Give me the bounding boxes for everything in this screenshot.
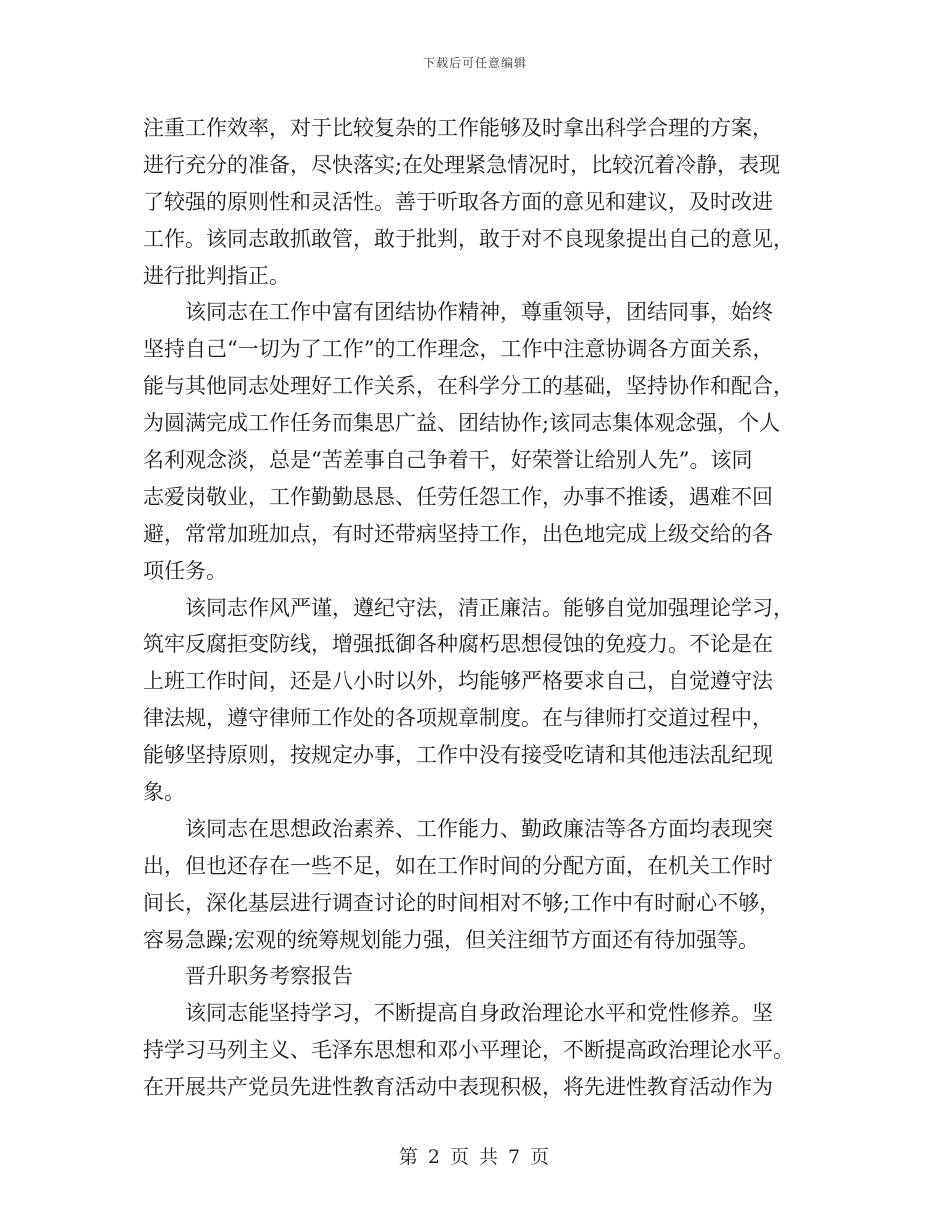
text-line: 在开展共产党员先进性教育活动中表现积极，将先进性教育活动作为	[143, 1075, 773, 1100]
text-line: 该同志在思想政治素养、工作能力、勤政廉洁等各方面均表现突	[143, 816, 773, 841]
text-line: 注重工作效率，对于比较复杂的工作能够及时拿出科学合理的方案，	[143, 116, 773, 140]
page-header: 下载后可任意编辑	[422, 56, 527, 70]
section-heading: 晋升职务考察报告	[143, 964, 353, 989]
text-line: 上班工作时间，还是八小时以外，均能够严格要求自己，自觉遵守法	[143, 669, 773, 694]
text-line: 名利观念淡，总是“苦差事自己争着干，好荣誉让给别人先”。该同	[143, 448, 753, 473]
text-line: 筑牢反腐拒变防线，增强抵御各种腐朽思想侵蚀的免疫力。不论是在	[143, 632, 773, 657]
text-line: 出，但也还存在一些不足，如在工作时间的分配方面，在机关工作时	[143, 853, 773, 878]
text-line: 间长，深化基层进行调查讨论的时间相对不够;工作中有时耐心不够，	[143, 890, 781, 915]
text-line: 进行充分的准备，尽快落实;在处理紧急情况时，比较沉着冷静，表现	[143, 152, 781, 177]
text-line: 为圆满完成工作任务而集思广益、团结协作;该同志集体观念强，个人	[143, 411, 781, 436]
text-line: 项任务。	[143, 558, 227, 583]
text-line: 该同志能坚持学习，不断提高自身政治理论水平和党性修养。坚	[143, 1001, 773, 1026]
text-line: 坚持自己“一切为了工作”的工作理念，工作中注意协调各方面关系，	[143, 337, 774, 362]
text-line: 能与其他同志处理好工作关系，在科学分工的基础，坚持协作和配合，	[143, 374, 794, 399]
text-line: 志爱岗敬业，工作勤勤恳恳、任劳任怨工作，办事不推诿，遇难不回	[143, 484, 773, 509]
text-line: 容易急躁;宏观的统筹规划能力强，但关注细节方面还有待加强等。	[143, 927, 760, 952]
text-line: 象。	[143, 780, 185, 805]
text-line: 律法规，遵守律师工作处的各项规章制度。在与律师打交道过程中，	[143, 706, 773, 731]
text-line: 持学习马列主义、毛泽东思想和邓小平理论，不断提高政治理论水平。	[143, 1038, 794, 1063]
text-line: 该同志作风严谨，遵纪守法，清正廉洁。能够自觉加强理论学习，	[143, 595, 794, 620]
text-line: 该同志在工作中富有团结协作精神，尊重领导，团结同事，始终	[143, 300, 773, 325]
text-line: 了较强的原则性和灵活性。善于听取各方面的意见和建议，及时改进	[143, 189, 773, 214]
text-line: 工作。该同志敢抓敢管，敢于批判，敢于对不良现象提出自己的意见，	[143, 226, 794, 251]
text-line: 能够坚持原则，按规定办事，工作中没有接受吃请和其他违法乱纪现	[143, 743, 773, 768]
document-body	[143, 110, 808, 1106]
text-line: 避，常常加班加点，有时还带病坚持工作，出色地完成上级交给的各	[143, 521, 773, 546]
page-number-footer: 第 2 页 共 7 页	[398, 1146, 552, 1168]
text-line: 进行批判指正。	[143, 263, 290, 288]
